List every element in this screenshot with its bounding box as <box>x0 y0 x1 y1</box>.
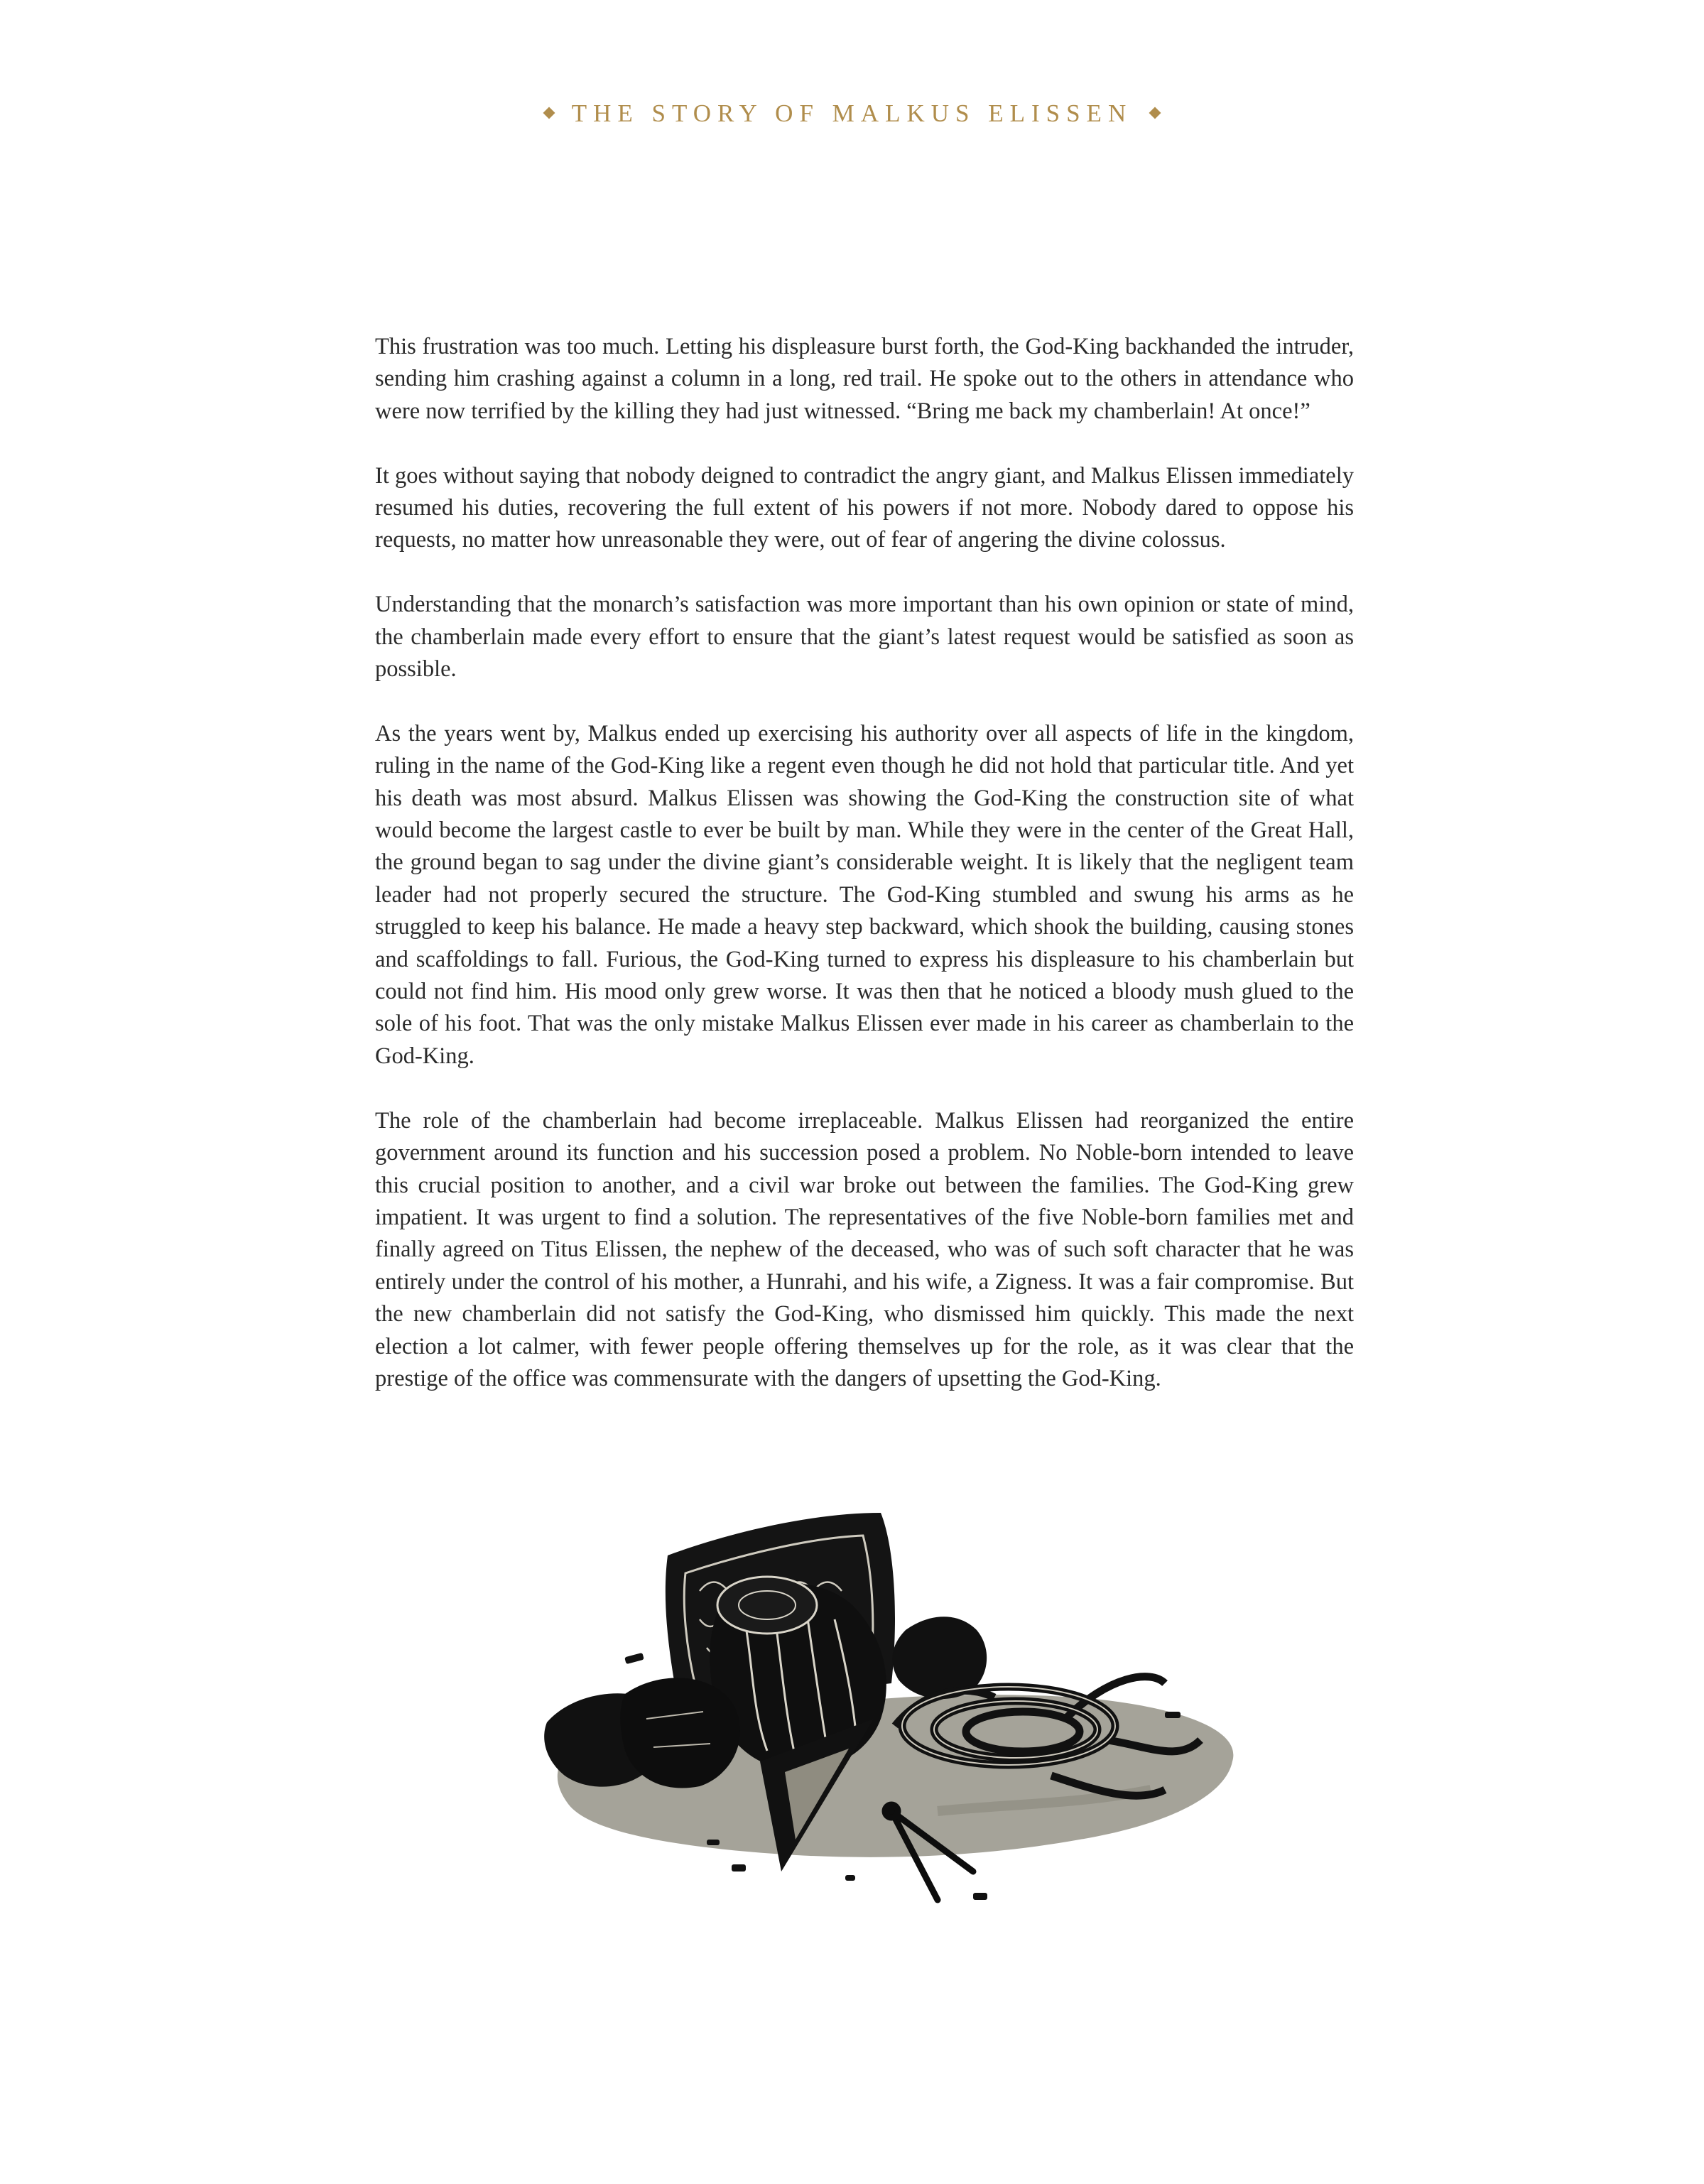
paragraph: The role of the chamberlain had become irreplaceable. Malkus Elissen had reorganized the entire government around its function and his succession posed a problem. No Noble-born intended to leave this crucial position to another, and a civil war broke out between the families. The God-King grew impatient. It was urgent to find a solution. The representatives of the five Noble-born families met and finally agreed on Titus Elissen, the nephew of the deceased, who was of such soft character that he was entirely under the control of his mother, a Hunrahi, and his wife, a Zigness. It was a fair compromise. But the new chamberlain did not satisfy the God-King, who dismissed him quickly. This made the next election a lot calmer, with fewer people offering themselves up for the role, as it was clear that the prestige of the office was commensurate with the dangers of upsetting the God-King. <box>375 1107 1354 1391</box>
diamond-ornament-left <box>543 107 555 119</box>
body-text <box>375 331 1354 1428</box>
rubble-illustration <box>540 1506 1243 1932</box>
running-header <box>0 99 1704 128</box>
running-header-title: THE STORY OF MALKUS ELISSEN <box>571 99 1133 127</box>
broken-stones-left <box>544 1678 740 1788</box>
paragraph: As the years went by, Malkus ended up exercising his authority over all aspects of life in the kingdom, ruling in the name of the God-King like a regent even though he did not hold that particular title. And yet his death was most absurd. Malkus Elissen was showing the God-King the construction site of what would become the largest castle to ever be built by man. While they were in the center of the Great Hall, the ground began to sag under the divine giant’s considerable weight. It is likely that the negligent team leader had not properly secured the structure. The God-King stumbled and swung his arms as he struggled to keep his balance. He made a heavy step backward, which shook the building, causing stones and scaffoldings to fall. Furious, the God-King turned to express his displeasure to his chamberlain but could not find him. His mood only grew worse. It was then that he noticed a bloody mush glued to the sole of his foot. That was the only mistake Malkus Elissen ever made in his career as chamberlain to the God-King. <box>375 720 1354 1069</box>
paragraph: It goes without saying that nobody deigned to contradict the angry giant, and Malkus Elissen immediately resumed his duties, recovering the full extent of his powers if not more. Nobody dared to oppose his requests, no matter how unreasonable they were, out of fear of angering the divine colossus. <box>375 462 1354 553</box>
diamond-ornament-right <box>1149 107 1161 119</box>
paragraph: Understanding that the monarch’s satisfaction was more important than his own opinion or state of mind, the chamberlain made every effort to ensure that the giant’s latest request would be satisfied as soon as possible. <box>375 592 1354 683</box>
paragraph: This frustration was too much. Letting his displeasure burst forth, the God-King backhanded the intruder, sending him crashing against a column in a long, red trail. He spoke out to the others in attendance who were now terrified by the killing they had just witnessed. “Bring me back my chamberlain! At once!” <box>375 334 1354 424</box>
